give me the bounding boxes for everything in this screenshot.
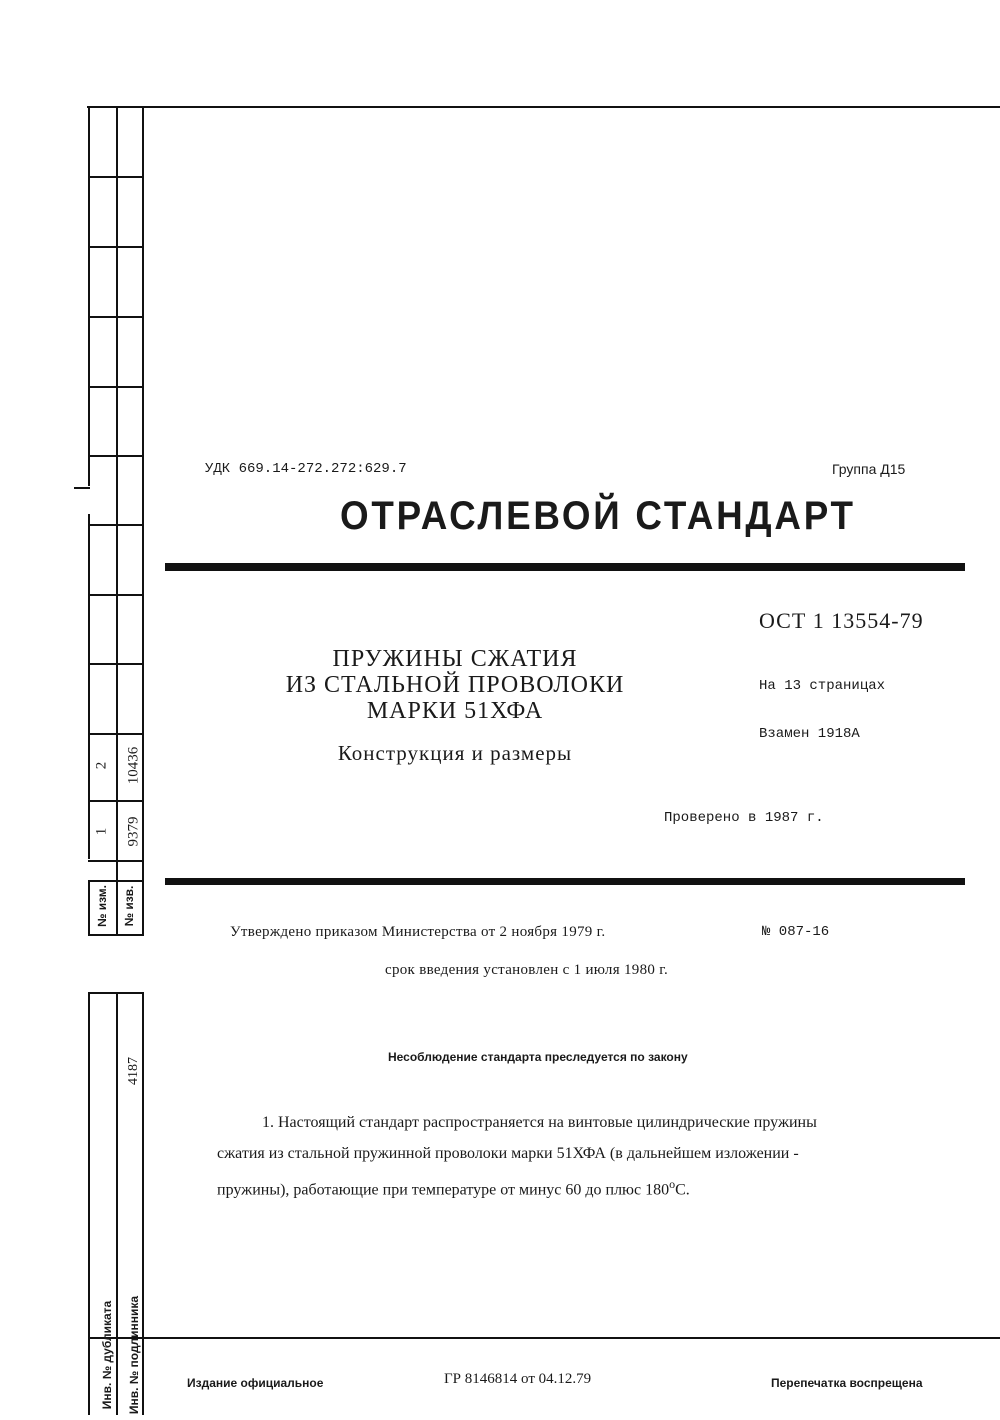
rev-1-notice: 9379	[125, 816, 142, 847]
page-count: На 13 страницах	[759, 678, 886, 694]
label-notice-no: № изв.	[122, 885, 136, 927]
replaces: Взамен 1918А	[759, 726, 860, 742]
name-line-3: МАРКИ 51ХФА	[366, 698, 544, 724]
label-change-no: № изм.	[95, 885, 109, 927]
body-line-1: 1. Настоящий стандарт распространяется на винтовые цилиндрические пружины	[262, 1114, 817, 1131]
inventory-number: 4187	[126, 1057, 141, 1085]
name-line-1: ПРУЖИНЫ СЖАТИЯ	[332, 646, 578, 672]
rev-2-notice: 10436	[125, 746, 142, 785]
label-original-inv: Инв. № подлинника	[127, 1295, 141, 1415]
checked-year: Проверено в 1987 г.	[664, 810, 824, 826]
thick-rule-bottom	[165, 878, 965, 885]
footer-registration: ГР 8146814 от 04.12.79	[444, 1371, 592, 1387]
name-line-2: ИЗ СТАЛЬНОЙ ПРОВОЛОКИ	[285, 672, 625, 698]
body-paragraph	[217, 1107, 957, 1205]
rev-1-number: 1	[93, 827, 110, 836]
footer-reprint: Перепечатка воспрещена	[771, 1376, 923, 1390]
body-line-2: сжатия из стальной пружинной проволоки марки 51ХФА (в дальнейшем изложении -	[217, 1145, 799, 1162]
degree-sign: o	[669, 1177, 676, 1191]
label-duplicate-inv: Инв. № дубликата	[100, 1300, 114, 1410]
effective-date: срок введения установлен с 1 июля 1980 г.	[385, 962, 669, 978]
temperature-unit: C.	[675, 1181, 690, 1199]
standard-title: ОТРАСЛЕВОЙ СТАНДАРТ	[340, 494, 856, 538]
approval-number: № 087-16	[762, 924, 830, 940]
udk-code: УДК 669.14-272.272:629.7	[205, 461, 407, 477]
rev-2-number: 2	[93, 761, 110, 770]
standard-code: ОСТ 1 13554-79	[759, 608, 924, 633]
document-subtitle: Конструкция и размеры	[337, 741, 573, 765]
body-line-3	[217, 1169, 957, 1205]
body-line-3-text: пружины), работающие при температуре от минус 60 до плюс 180	[217, 1181, 670, 1199]
footer-edition: Издание официальное	[187, 1376, 324, 1390]
legal-notice: Несоблюдение стандарта преследуется по закону	[388, 1050, 688, 1064]
thick-rule-top	[165, 563, 965, 571]
document-name	[255, 646, 655, 724]
approval-order: Утверждено приказом Министерства от 2 ноября 1979 г.	[230, 924, 606, 940]
group-label: Группа Д15	[832, 461, 906, 477]
